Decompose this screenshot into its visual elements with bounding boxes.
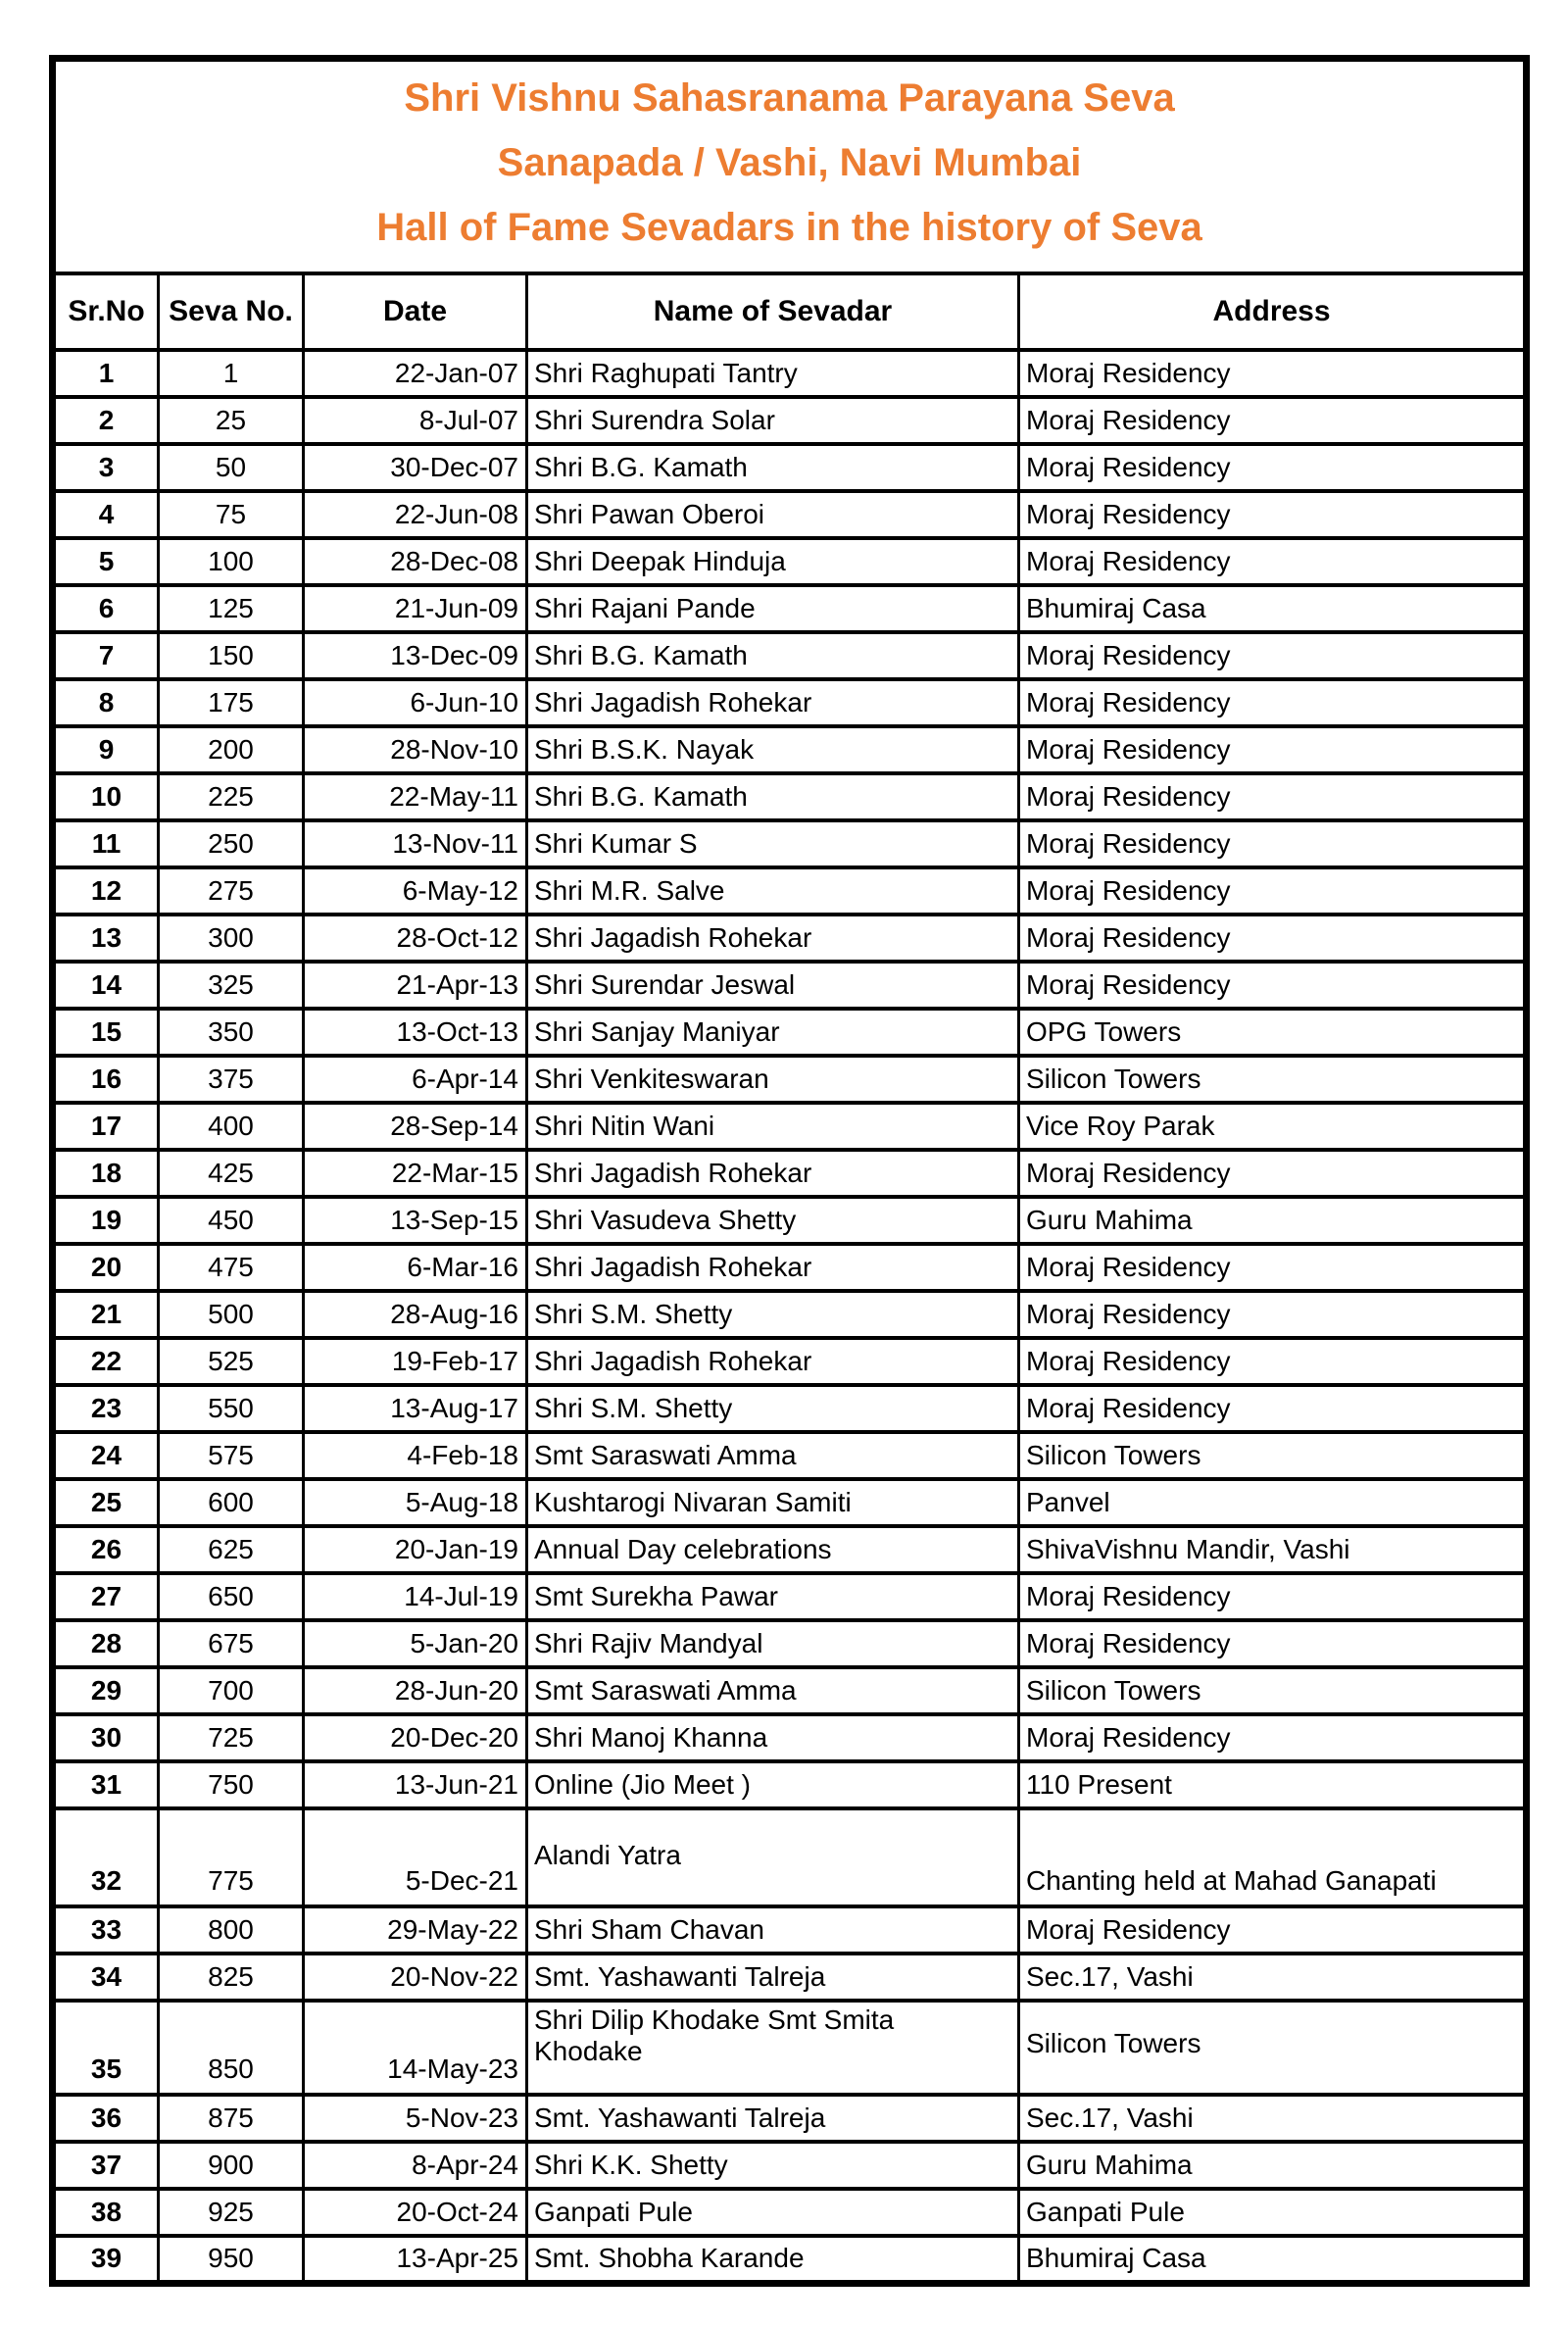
cell-name-of-sevadar: Shri S.M. Shetty: [527, 1385, 1019, 1432]
cell-name-of-sevadar: Smt. Yashawanti Talreja: [527, 1954, 1019, 2001]
cell-sr-no: 36: [53, 2095, 159, 2142]
cell-name-of-sevadar: Shri Dilip Khodake Smt Smita Khodake: [527, 2001, 1019, 2095]
cell-seva-no: 850: [159, 2001, 304, 2095]
cell-address: Guru Mahima: [1019, 2142, 1527, 2189]
cell-name-of-sevadar: Shri Sanjay Maniyar: [527, 1009, 1019, 1056]
table-row: [53, 1479, 1527, 1526]
cell-date: 22-Jan-07: [304, 350, 527, 397]
cell-seva-no: 225: [159, 773, 304, 820]
column-header-name: Name of Sevadar: [527, 273, 1019, 350]
cell-address: Silicon Towers: [1019, 2001, 1527, 2095]
title-row: [53, 59, 1527, 274]
table-row: [53, 1526, 1527, 1573]
cell-sr-no: 7: [53, 632, 159, 679]
cell-seva-no: 925: [159, 2189, 304, 2236]
cell-date: 13-Sep-15: [304, 1197, 527, 1244]
cell-date: 13-Nov-11: [304, 820, 527, 867]
cell-address: 110 Present: [1019, 1761, 1527, 1808]
hall-of-fame-table: [49, 55, 1530, 2287]
cell-date: 28-Oct-12: [304, 915, 527, 962]
cell-address: Ganpati Pule: [1019, 2189, 1527, 2236]
title-line-1: Shri Vishnu Sahasranama Parayana Seva: [404, 76, 1175, 120]
cell-seva-no: 750: [159, 1761, 304, 1808]
table-row: [53, 1573, 1527, 1620]
cell-name-of-sevadar: Shri Pawan Oberoi: [527, 491, 1019, 538]
cell-sr-no: 30: [53, 1714, 159, 1761]
table-row: [53, 1103, 1527, 1150]
cell-seva-no: 325: [159, 962, 304, 1009]
cell-name-of-sevadar: Shri S.M. Shetty: [527, 1291, 1019, 1338]
cell-date: 14-Jul-19: [304, 1573, 527, 1620]
cell-date: 22-Mar-15: [304, 1150, 527, 1197]
cell-address: Guru Mahima: [1019, 1197, 1527, 1244]
cell-address: Silicon Towers: [1019, 1667, 1527, 1714]
cell-seva-no: 50: [159, 444, 304, 491]
cell-date: 8-Apr-24: [304, 2142, 527, 2189]
table-row: [53, 1432, 1527, 1479]
cell-name-of-sevadar: Smt Surekha Pawar: [527, 1573, 1019, 1620]
cell-seva-no: 650: [159, 1573, 304, 1620]
cell-seva-no: 175: [159, 679, 304, 726]
table-row: [53, 1056, 1527, 1103]
column-header-date: Date: [304, 273, 527, 350]
cell-seva-no: 875: [159, 2095, 304, 2142]
cell-date: 13-Aug-17: [304, 1385, 527, 1432]
cell-sr-no: 23: [53, 1385, 159, 1432]
cell-seva-no: 800: [159, 1906, 304, 1954]
cell-seva-no: 475: [159, 1244, 304, 1291]
cell-date: 20-Oct-24: [304, 2189, 527, 2236]
cell-name-of-sevadar: Shri Vasudeva Shetty: [527, 1197, 1019, 1244]
column-header-seva-no: Seva No.: [159, 273, 304, 350]
cell-name-of-sevadar: Shri K.K. Shetty: [527, 2142, 1019, 2189]
cell-date: 28-Sep-14: [304, 1103, 527, 1150]
cell-address: Moraj Residency: [1019, 632, 1527, 679]
table-row: [53, 679, 1527, 726]
cell-address: Moraj Residency: [1019, 1244, 1527, 1291]
cell-name-of-sevadar: Shri Rajani Pande: [527, 585, 1019, 632]
cell-seva-no: 150: [159, 632, 304, 679]
table-row: [53, 632, 1527, 679]
cell-seva-no: 700: [159, 1667, 304, 1714]
cell-date: 22-Jun-08: [304, 491, 527, 538]
table-row: [53, 1385, 1527, 1432]
cell-date: 20-Jan-19: [304, 1526, 527, 1573]
column-header-address: Address: [1019, 273, 1527, 350]
cell-sr-no: 20: [53, 1244, 159, 1291]
cell-name-of-sevadar: Shri Surendar Jeswal: [527, 962, 1019, 1009]
table-row: [53, 1906, 1527, 1954]
table-row: [53, 1009, 1527, 1056]
cell-seva-no: 900: [159, 2142, 304, 2189]
cell-sr-no: 15: [53, 1009, 159, 1056]
table-row: [53, 2095, 1527, 2142]
cell-sr-no: 3: [53, 444, 159, 491]
cell-address: Vice Roy Parak: [1019, 1103, 1527, 1150]
cell-name-of-sevadar: Shri Venkiteswaran: [527, 1056, 1019, 1103]
cell-sr-no: 9: [53, 726, 159, 773]
cell-seva-no: 575: [159, 1432, 304, 1479]
cell-date: 6-May-12: [304, 867, 527, 915]
cell-name-of-sevadar: Shri B.G. Kamath: [527, 632, 1019, 679]
cell-seva-no: 950: [159, 2236, 304, 2283]
cell-sr-no: 11: [53, 820, 159, 867]
cell-address: Moraj Residency: [1019, 679, 1527, 726]
cell-name-of-sevadar: Shri Nitin Wani: [527, 1103, 1019, 1150]
cell-name-of-sevadar: Shri B.S.K. Nayak: [527, 726, 1019, 773]
table-row: [53, 397, 1527, 444]
cell-name-of-sevadar: Shri Sham Chavan: [527, 1906, 1019, 1954]
cell-date: 13-Jun-21: [304, 1761, 527, 1808]
cell-date: 13-Oct-13: [304, 1009, 527, 1056]
table-row: [53, 1291, 1527, 1338]
table-row: [53, 538, 1527, 585]
table-row: [53, 915, 1527, 962]
table-row: [53, 1667, 1527, 1714]
cell-date: 5-Jan-20: [304, 1620, 527, 1667]
cell-seva-no: 600: [159, 1479, 304, 1526]
cell-sr-no: 33: [53, 1906, 159, 1954]
cell-date: 19-Feb-17: [304, 1338, 527, 1385]
cell-seva-no: 200: [159, 726, 304, 773]
cell-name-of-sevadar: Shri Jagadish Rohekar: [527, 915, 1019, 962]
cell-name-of-sevadar: Shri Jagadish Rohekar: [527, 1150, 1019, 1197]
cell-name-of-sevadar: Smt Saraswati Amma: [527, 1667, 1019, 1714]
cell-name-of-sevadar: Shri Kumar S: [527, 820, 1019, 867]
table-row: [53, 1954, 1527, 2001]
cell-sr-no: 39: [53, 2236, 159, 2283]
cell-seva-no: 500: [159, 1291, 304, 1338]
cell-seva-no: 625: [159, 1526, 304, 1573]
cell-sr-no: 13: [53, 915, 159, 962]
cell-sr-no: 2: [53, 397, 159, 444]
cell-sr-no: 34: [53, 1954, 159, 2001]
cell-sr-no: 19: [53, 1197, 159, 1244]
cell-name-of-sevadar: Shri Jagadish Rohekar: [527, 679, 1019, 726]
cell-seva-no: 1: [159, 350, 304, 397]
cell-address: Moraj Residency: [1019, 1620, 1527, 1667]
cell-address: Silicon Towers: [1019, 1432, 1527, 1479]
cell-address: Silicon Towers: [1019, 1056, 1527, 1103]
column-header-sr-no: Sr.No: [53, 273, 159, 350]
cell-sr-no: 8: [53, 679, 159, 726]
table-row: [53, 2236, 1527, 2283]
cell-name-of-sevadar: Online (Jio Meet ): [527, 1761, 1019, 1808]
cell-address: Moraj Residency: [1019, 726, 1527, 773]
cell-date: 28-Nov-10: [304, 726, 527, 773]
cell-address: Moraj Residency: [1019, 1291, 1527, 1338]
cell-sr-no: 6: [53, 585, 159, 632]
cell-date: 5-Dec-21: [304, 1808, 527, 1906]
cell-name-of-sevadar: Alandi Yatra: [527, 1808, 1019, 1906]
cell-seva-no: 450: [159, 1197, 304, 1244]
cell-address: Moraj Residency: [1019, 1714, 1527, 1761]
cell-sr-no: 29: [53, 1667, 159, 1714]
cell-sr-no: 25: [53, 1479, 159, 1526]
table-row: [53, 1150, 1527, 1197]
cell-seva-no: 825: [159, 1954, 304, 2001]
cell-seva-no: 400: [159, 1103, 304, 1150]
table-row: [53, 867, 1527, 915]
cell-sr-no: 38: [53, 2189, 159, 2236]
table-row: [53, 444, 1527, 491]
cell-address: Moraj Residency: [1019, 915, 1527, 962]
cell-sr-no: 16: [53, 1056, 159, 1103]
table-body: [53, 350, 1527, 2283]
cell-date: 5-Nov-23: [304, 2095, 527, 2142]
title-line-3: Hall of Fame Sevadars in the history of Seva: [376, 206, 1202, 249]
cell-seva-no: 275: [159, 867, 304, 915]
cell-address: OPG Towers: [1019, 1009, 1527, 1056]
cell-address: Chanting held at Mahad Ganapati: [1019, 1808, 1527, 1906]
cell-date: 28-Aug-16: [304, 1291, 527, 1338]
cell-name-of-sevadar: Shri Manoj Khanna: [527, 1714, 1019, 1761]
cell-seva-no: 100: [159, 538, 304, 585]
table-row: [53, 2189, 1527, 2236]
cell-address: Moraj Residency: [1019, 1338, 1527, 1385]
cell-address: Moraj Residency: [1019, 444, 1527, 491]
cell-sr-no: 35: [53, 2001, 159, 2095]
table-row: [53, 2142, 1527, 2189]
cell-name-of-sevadar: Shri M.R. Salve: [527, 867, 1019, 915]
table-header-row: [53, 273, 1527, 350]
cell-date: 5-Aug-18: [304, 1479, 527, 1526]
cell-address: Bhumiraj Casa: [1019, 585, 1527, 632]
cell-seva-no: 25: [159, 397, 304, 444]
cell-name-of-sevadar: Smt. Shobha Karande: [527, 2236, 1019, 2283]
cell-address: Moraj Residency: [1019, 1150, 1527, 1197]
cell-seva-no: 525: [159, 1338, 304, 1385]
cell-name-of-sevadar: Shri B.G. Kamath: [527, 773, 1019, 820]
cell-date: 21-Apr-13: [304, 962, 527, 1009]
cell-sr-no: 5: [53, 538, 159, 585]
table-row: [53, 1620, 1527, 1667]
cell-name-of-sevadar: Shri Rajiv Mandyal: [527, 1620, 1019, 1667]
cell-date: 13-Apr-25: [304, 2236, 527, 2283]
cell-seva-no: 375: [159, 1056, 304, 1103]
cell-sr-no: 12: [53, 867, 159, 915]
cell-date: 13-Dec-09: [304, 632, 527, 679]
table-row: [53, 1244, 1527, 1291]
table-row: [53, 1761, 1527, 1808]
cell-seva-no: 250: [159, 820, 304, 867]
cell-date: 6-Jun-10: [304, 679, 527, 726]
cell-sr-no: 37: [53, 2142, 159, 2189]
table-row: [53, 773, 1527, 820]
cell-sr-no: 14: [53, 962, 159, 1009]
table-row: [53, 726, 1527, 773]
table-row: [53, 820, 1527, 867]
cell-date: 14-May-23: [304, 2001, 527, 2095]
table-row: [53, 1808, 1527, 1906]
cell-date: 30-Dec-07: [304, 444, 527, 491]
table-row: [53, 350, 1527, 397]
cell-name-of-sevadar: Shri Jagadish Rohekar: [527, 1338, 1019, 1385]
table-row: [53, 585, 1527, 632]
cell-name-of-sevadar: Smt. Yashawanti Talreja: [527, 2095, 1019, 2142]
cell-name-of-sevadar: Kushtarogi Nivaran Samiti: [527, 1479, 1019, 1526]
cell-address: Moraj Residency: [1019, 491, 1527, 538]
cell-name-of-sevadar: Shri Jagadish Rohekar: [527, 1244, 1019, 1291]
cell-sr-no: 22: [53, 1338, 159, 1385]
cell-address: Moraj Residency: [1019, 538, 1527, 585]
cell-seva-no: 125: [159, 585, 304, 632]
cell-date: 28-Jun-20: [304, 1667, 527, 1714]
cell-seva-no: 300: [159, 915, 304, 962]
cell-address: Moraj Residency: [1019, 1573, 1527, 1620]
cell-seva-no: 775: [159, 1808, 304, 1906]
cell-date: 22-May-11: [304, 773, 527, 820]
cell-address: Moraj Residency: [1019, 820, 1527, 867]
cell-date: 4-Feb-18: [304, 1432, 527, 1479]
cell-seva-no: 725: [159, 1714, 304, 1761]
cell-address: Moraj Residency: [1019, 1906, 1527, 1954]
cell-seva-no: 425: [159, 1150, 304, 1197]
cell-date: 6-Apr-14: [304, 1056, 527, 1103]
table-row: [53, 2001, 1527, 2095]
cell-seva-no: 75: [159, 491, 304, 538]
cell-address: Moraj Residency: [1019, 773, 1527, 820]
table-row: [53, 491, 1527, 538]
cell-sr-no: 31: [53, 1761, 159, 1808]
cell-sr-no: 1: [53, 350, 159, 397]
cell-sr-no: 24: [53, 1432, 159, 1479]
cell-name-of-sevadar: Smt Saraswati Amma: [527, 1432, 1019, 1479]
cell-address: Moraj Residency: [1019, 397, 1527, 444]
table-row: [53, 1197, 1527, 1244]
cell-address: Moraj Residency: [1019, 1385, 1527, 1432]
title-line-2: Sanapada / Vashi, Navi Mumbai: [497, 141, 1082, 184]
cell-seva-no: 675: [159, 1620, 304, 1667]
cell-name-of-sevadar: Ganpati Pule: [527, 2189, 1019, 2236]
cell-date: 6-Mar-16: [304, 1244, 527, 1291]
cell-name-of-sevadar: Shri B.G. Kamath: [527, 444, 1019, 491]
cell-date: 29-May-22: [304, 1906, 527, 1954]
cell-name-of-sevadar: Shri Deepak Hinduja: [527, 538, 1019, 585]
cell-sr-no: 26: [53, 1526, 159, 1573]
cell-address: ShivaVishnu Mandir, Vashi: [1019, 1526, 1527, 1573]
cell-address: Moraj Residency: [1019, 350, 1527, 397]
cell-address: Panvel: [1019, 1479, 1527, 1526]
cell-date: 21-Jun-09: [304, 585, 527, 632]
cell-sr-no: 21: [53, 1291, 159, 1338]
cell-name-of-sevadar: Shri Raghupati Tantry: [527, 350, 1019, 397]
table-row: [53, 1338, 1527, 1385]
cell-address: Moraj Residency: [1019, 962, 1527, 1009]
cell-address: Bhumiraj Casa: [1019, 2236, 1527, 2283]
cell-address: Sec.17, Vashi: [1019, 2095, 1527, 2142]
cell-date: 8-Jul-07: [304, 397, 527, 444]
cell-seva-no: 550: [159, 1385, 304, 1432]
cell-address: Moraj Residency: [1019, 867, 1527, 915]
cell-sr-no: 18: [53, 1150, 159, 1197]
table-row: [53, 1714, 1527, 1761]
cell-name-of-sevadar: Annual Day celebrations: [527, 1526, 1019, 1573]
cell-date: 28-Dec-08: [304, 538, 527, 585]
table-row: [53, 962, 1527, 1009]
document-title: [53, 59, 1527, 274]
cell-date: 20-Dec-20: [304, 1714, 527, 1761]
cell-sr-no: 4: [53, 491, 159, 538]
cell-sr-no: 17: [53, 1103, 159, 1150]
cell-sr-no: 10: [53, 773, 159, 820]
cell-date: 20-Nov-22: [304, 1954, 527, 2001]
cell-seva-no: 350: [159, 1009, 304, 1056]
cell-name-of-sevadar: Shri Surendra Solar: [527, 397, 1019, 444]
cell-sr-no: 28: [53, 1620, 159, 1667]
cell-address: Sec.17, Vashi: [1019, 1954, 1527, 2001]
cell-sr-no: 27: [53, 1573, 159, 1620]
cell-sr-no: 32: [53, 1808, 159, 1906]
